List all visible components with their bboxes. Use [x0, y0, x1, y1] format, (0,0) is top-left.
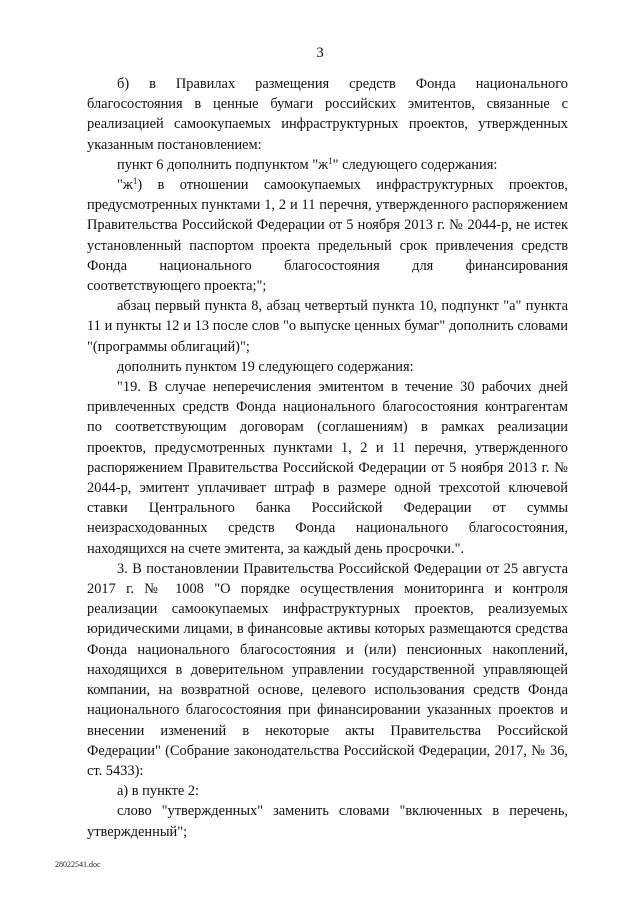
- text-fragment: пункт 6 дополнить подпунктом "ж: [117, 156, 329, 173]
- paragraph-3: 3. В постановлении Правительства Российской Федерации от 25 августа 2017 г. № 1008 "О порядке осуществления мониторинга и контроля реализации самоокупаемых инфраструктурных проектов, реализуемых юридическими лицами, в финансовые активы которых размещаются средства Фонда национального благосостояния и (или) пенсионных накоплений, находящихся в доверительном управлении государственной управляющей компании, на возвратной основе, целевого использования средств Фонда национального благосостояния при финансировании указанных проектов и внесении изменений в некоторые акты Правительства Российской Федерации" (Собрание законодательства Российской Федерации, 2017, № 36, ст. 5433):: [87, 560, 568, 779]
- paragraph-add-punkt-19: дополнить пунктом 19 следующего содержания:: [117, 358, 414, 375]
- paragraph-abzac-8: абзац первый пункта 8, абзац четвертый пункта 10, подпункт "а" пункта 11 и пункты 12 и 13 после слов "о выпуске ценных бумаг" дополнить словами "(программы облигаций)";: [87, 298, 568, 355]
- paragraph-punkt-19: "19. В случае неперечисления эмитентом в течение 30 рабочих дней привлеченных средств Фонда национального благосостояния контрагентам по соответствующим договорам (соглашениям) в рамках реализации проектов, предусмотренных пунктами 1, 2 и 11 перечня, утвержденного распоряжением Правительства Российской Федерации от 5 ноября 2013 г. № 2044-р, эмитент уплачивает штраф в размере одной трехсотой ключевой ставки Центрального банка Российской Федерации от суммы неизрасходованных средств Фонда национального благосостояния, находящихся на счете эмитента, за каждый день просрочки.".: [87, 379, 568, 557]
- paragraph-slovo: слово "утвержденных" заменить словами "включенных в перечень, утвержденный";: [87, 803, 568, 840]
- paragraph-a: а) в пункте 2:: [117, 783, 200, 800]
- page-number: 3: [316, 45, 324, 61]
- paragraph-subpunkt-zh: [87, 175, 568, 296]
- superscript: 1: [132, 176, 138, 187]
- superscript: 1: [328, 155, 333, 166]
- text-fragment: ) в отношении самоокупаемых инфраструктурных проектов, предусмотренных пунктами 1, 2 и 11 перечня, утвержденного распоряжением Правительства Российской Федерации от 5 ноября 2013 г. № 2044-р, не истек установленный паспортом проекта предельный срок привлечения средств Фонда национального благосостояния для финансирования соответствующего проекта;";: [87, 177, 568, 295]
- document-code: 28022541.doc: [55, 860, 101, 869]
- text-fragment: "ж: [117, 177, 133, 194]
- document-body: [87, 74, 568, 842]
- paragraph-punkt-6: [87, 155, 568, 175]
- text-fragment: " следующего содержания:: [332, 156, 498, 173]
- paragraph-b: б) в Правилах размещения средств Фонда национального благосостояния в ценные бумаги российских эмитентов, связанные с реализацией самоокупаемых инфраструктурных проектов, утвержденных указанным постановлением:: [87, 76, 568, 153]
